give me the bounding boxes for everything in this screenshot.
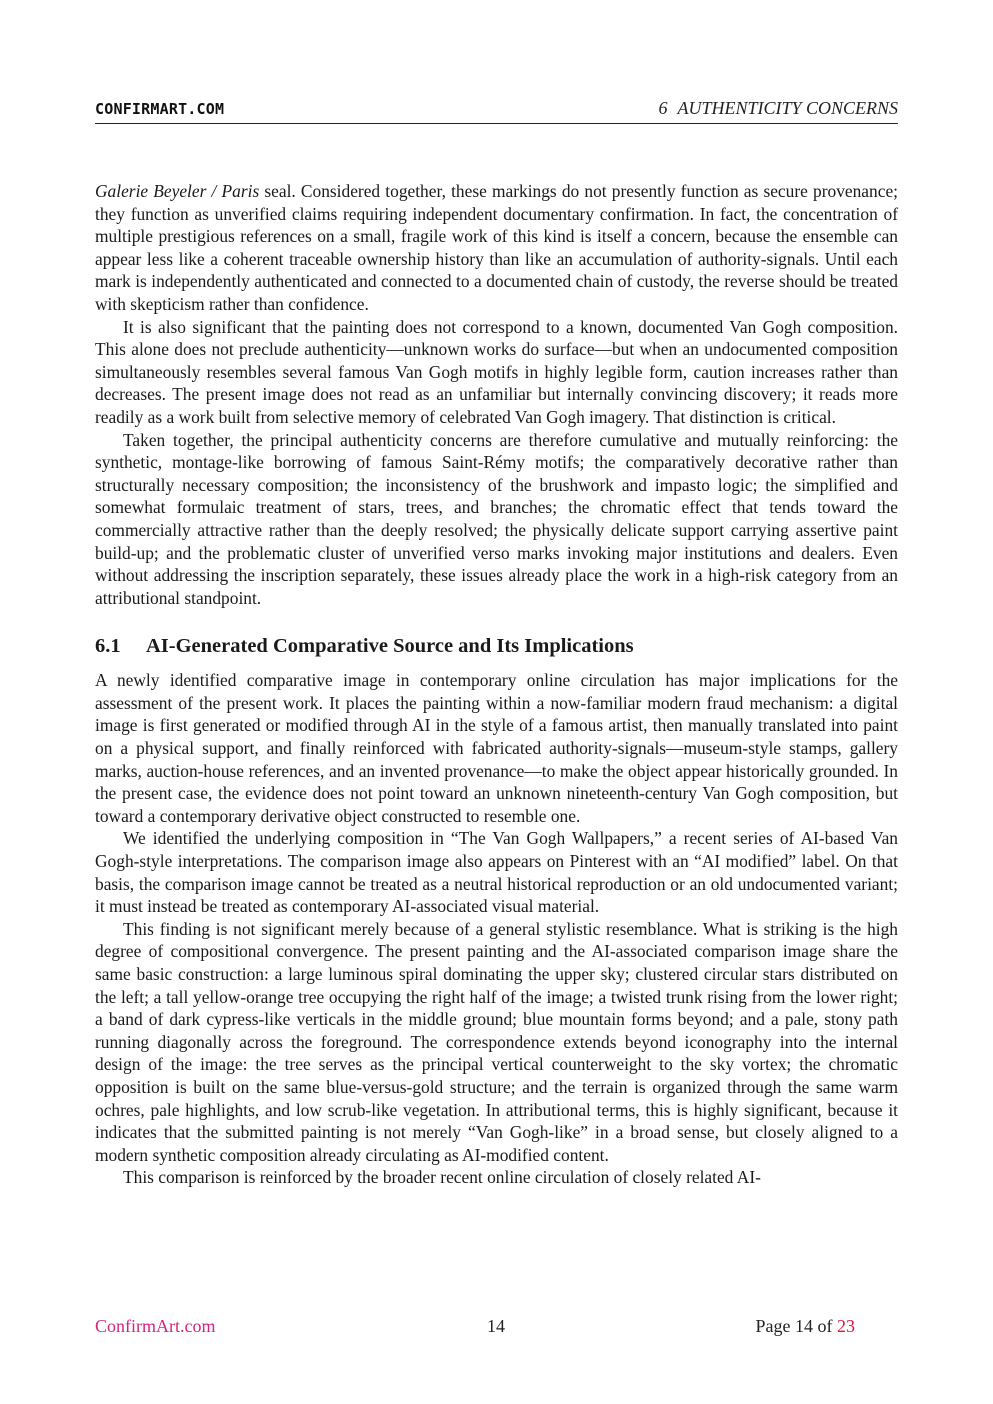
- site-logo: CONFIRMART.COM: [95, 100, 225, 118]
- page-total-link[interactable]: 23: [837, 1316, 855, 1336]
- paragraph-online-circulation: This comparison is reinforced by the broader recent online circulation of closely related AI-: [123, 1167, 761, 1188]
- seal-name: Galerie Beyeler / Paris: [95, 181, 260, 201]
- site-link[interactable]: ConfirmArt.com: [95, 1316, 216, 1336]
- page-body: [95, 180, 898, 1189]
- paragraph-undocumented-composition: It is also significant that the painting does not correspond to a known, documented Van Gogh composition. This alone does not preclude authenticity—unknown works do surface—but when an undocumented composition simultaneously resembles several famous Van Gogh motifs in highly legible form, caution increases rather than decreases. The present image does not read as an unfamiliar but internally convincing discovery; it reads more readily as a work built from selective memory of celebrated Van Gogh imagery. That distinction is critical.: [95, 316, 898, 427]
- paragraph-continuation-text: seal. Considered together, these markings do not presently function as secure provenance; they function as unverified claims requiring independent documentary confirmation. In fact, the concentration of multiple prestigious references on a small, fragile work of this kind is itself a concern, because the ensemble can appear less like a coherent traceable ownership history than like an accumulation of authority-signals. Until each mark is independently authenticated and connected to a documented chain of custody, the reverse should be treated with skepticism rather than confidence.: [95, 181, 898, 314]
- page-count-label: Page 14 of: [755, 1316, 837, 1336]
- page-count: [756, 1316, 855, 1337]
- running-head-section-title: AUTHENTICITY CONCERNS: [677, 98, 898, 118]
- section-title: AI-Generated Comparative Source and Its Implications: [146, 635, 634, 658]
- page-number: 14: [487, 1316, 505, 1336]
- section-heading: [95, 633, 898, 659]
- running-head-section-number: 6: [658, 98, 668, 118]
- paragraph-cumulative-concerns: Taken together, the principal authenticity concerns are therefore cumulative and mutually reinforcing: the synthetic, montage-like borrowing of famous Saint-Rémy motifs; the comparatively decorative rather than structurally necessary composition; the inconsistency of the brushwork and impasto logic; the simplified and somewhat formulaic treatment of stars, trees, and branches; the chromatic effect that tends toward the commercially attractive rather than the deeply resolved; the physically delicate support carrying assertive paint build-up; and the problematic cluster of unverified verso marks invoking major institutions and dealers. Even without addressing the inscription separately, these issues already place the work in a high-risk category from an attributional standpoint.: [95, 429, 898, 608]
- paragraph-wallpapers-identification: We identified the underlying composition in “The Van Gogh Wallpapers,” a recent series of AI-based Van Gogh-style interpretations. The comparison image also appears on Pinterest with an “AI modified” label. On that basis, the comparison image cannot be treated as a neutral historical reproduction or an old undocumented variant; it must instead be treated as contemporary AI-associated visual material.: [95, 828, 898, 917]
- page-header: [95, 98, 898, 124]
- paragraph-ai-source-intro: A newly identified comparative image in contemporary online circulation has major implications for the assessment of the present work. It places the painting within a now-familiar modern fraud mechanism: a digital image is first generated or modified through AI in the style of a famous artist, then manually translated into paint on a physical support, and finally reinforced with fabricated authority-signals—museum-style stamps, gallery marks, auction-house references, and an invented provenance—to make the object appear historically grounded. In the present case, the evidence does not point toward an unknown nineteenth-century Van Gogh composition, but toward a contemporary derivative object constructed to resemble one.: [95, 670, 898, 826]
- section-number: 6.1: [95, 635, 121, 658]
- running-head: [658, 98, 898, 119]
- paragraph-continuation: [95, 180, 898, 316]
- paragraph-compositional-convergence: This finding is not significant merely because of a general stylistic resemblance. What is striking is the high degree of compositional convergence. The present painting and the AI-associated comparison image share the same basic construction: a large luminous spiral dominating the upper sky; clustered circular stars distributed on the left; a tall yellow-orange tree occupying the right half of the image; a twisted trunk rising from the lower right; a band of dark cypress-like verticals in the middle ground; blue mountain forms beyond; and a pale, stony path running diagonally across the foreground. The correspondence extends beyond iconography into the internal design of the image: the tree serves as the principal vertical counterweight to the sky vortex; the chromatic opposition is built on the same blue-versus-gold structure; and the terrain is organized through the same warm ochres, pale highlights, and low scrub-like vegetation. In attributional terms, this is highly significant, because it indicates that the submitted painting is not merely “Van Gogh-like” in a broad sense, but closely aligned to a modern synthetic composition already circulating as AI-modified content.: [95, 918, 898, 1165]
